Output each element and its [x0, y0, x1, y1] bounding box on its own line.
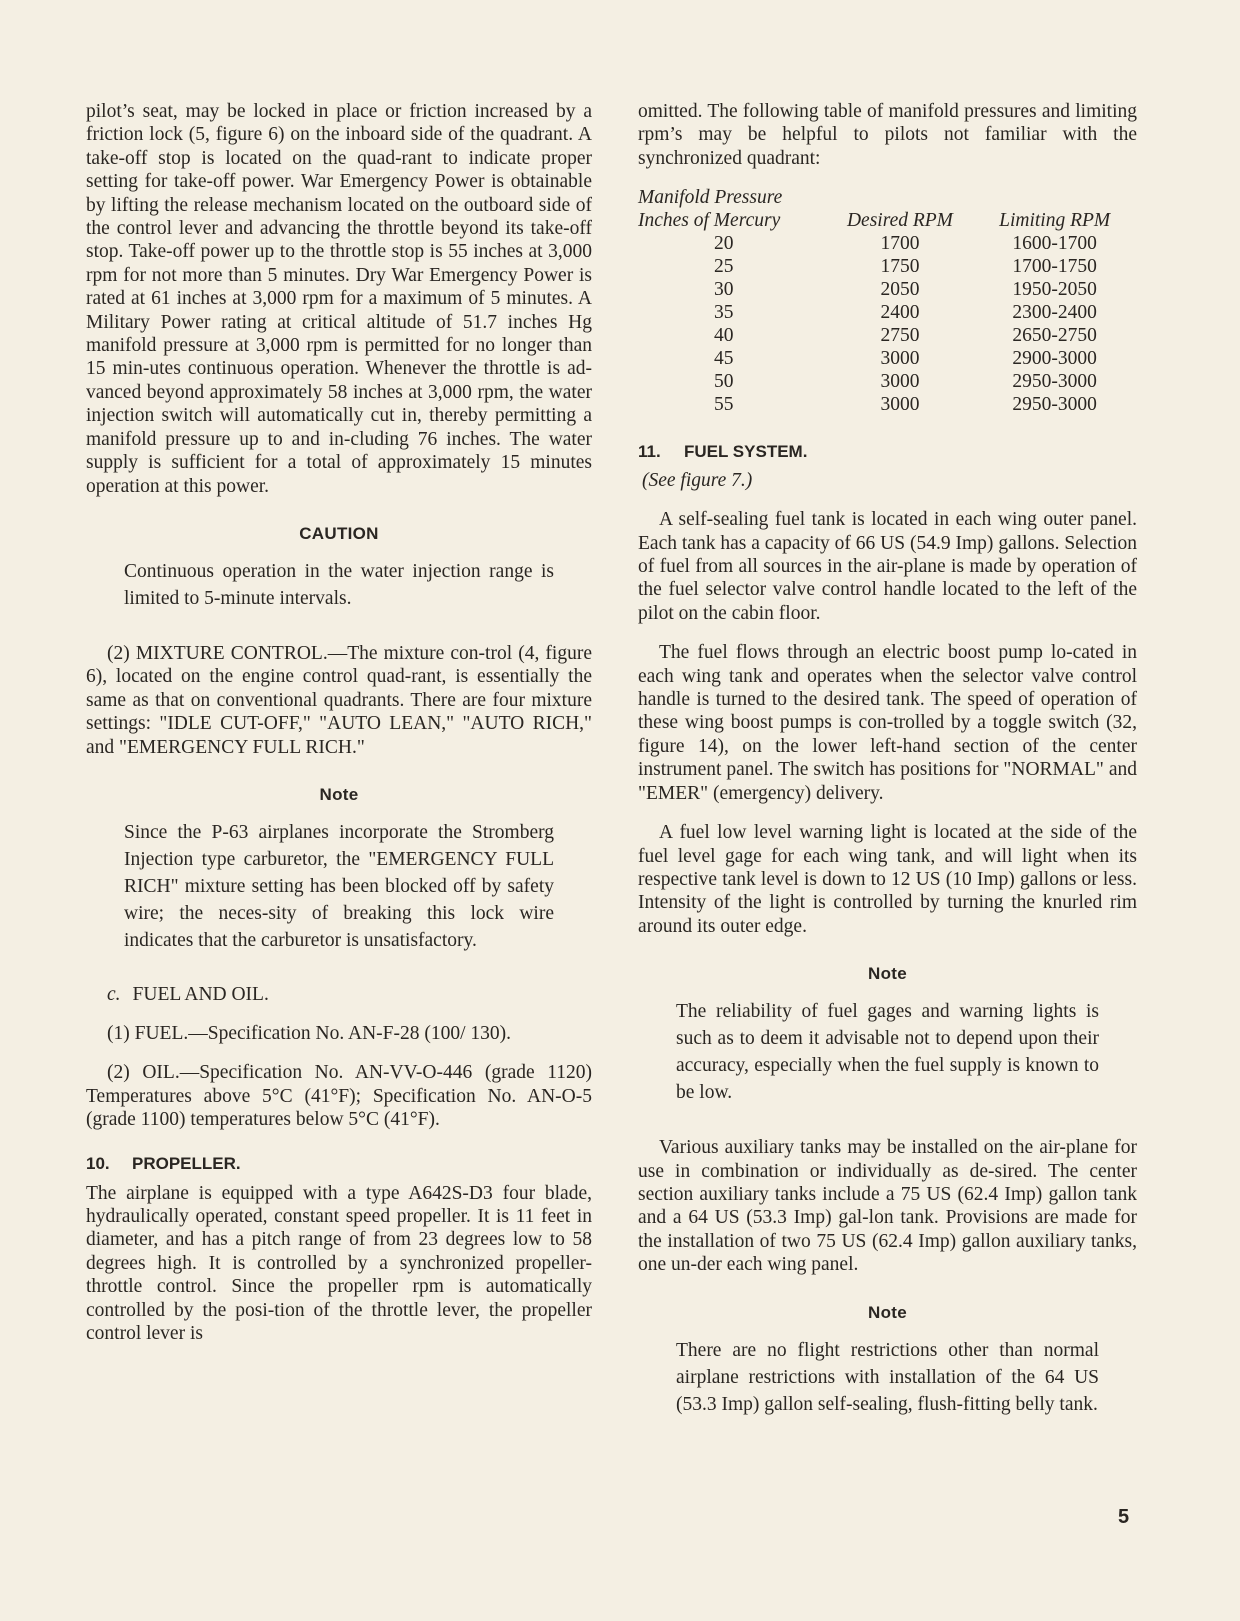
table-cell: 20: [714, 233, 734, 255]
note-text: The reliability of fuel gages and warning lights is such as to deem it advisable not to depend upon their accuracy, especially when the fuel supply is known to be low.: [676, 1001, 1099, 1104]
page-number: 5: [1118, 1506, 1130, 1528]
table-header-manifold-line2: Inches of Mercury: [638, 210, 781, 232]
subsection-letter: c.: [107, 983, 121, 1005]
paragraph-auxiliary-tanks: Various auxiliary tanks may be installed on the air-plane for use in combination or individually as de-sired. The center section auxiliary tanks include a 75 US (62.4 Imp) gallon tank and a 64 US (53.3 Imp) gal-lon tank. Provisions are made for the installation of two 75 US (62.4 Imp) gallon auxiliary tanks, one un-der each wing panel.: [638, 1137, 1137, 1276]
paragraph-table-intro: omitted. The following table of manifold pressures and limiting rpm’s may be helpful to pilots not familiar with the synchronized quadrant:: [638, 101, 1137, 169]
table-cell: 2650-2750: [1012, 325, 1097, 347]
table-cell: 2950-3000: [1012, 394, 1097, 416]
paragraph-throttle: pilot’s seat, may be locked in place or friction increased by a friction lock (5, figure 6) on the inboard side of the quadrant. A take-off stop is located on the quad-rant to indicate proper setting for take-off power. War Emergency Power is obtainable by lifting the release mechanism located on the outboard side of the control lever and advancing the throttle beyond its take-off stop. Take-off power up to the throttle stop is 55 inches at 3,000 rpm for not more than 5 minutes. Dry War Emergency Power is rated at 61 inches at 3,000 rpm for a maximum of 5 minutes. A Military Power rating at critical altitude of 51.7 inches Hg manifold pressure at 3,000 rpm is permitted for no longer than 15 min-utes continuous operation. Whenever the throttle is ad-vanced beyond approximately 58 inches at 3,000 rpm, the water injection switch will automatically cut in, thereby permitting a manifold pressure up to and in-cluding 76 inches. The water supply is sufficient for a total of approximately 15 minutes operation at this power.: [86, 101, 592, 497]
section-number: 11.: [638, 442, 661, 462]
table-cell: 3000: [880, 394, 920, 416]
table-cell: 1600-1700: [1012, 233, 1097, 255]
table-cell: 1950-2050: [1012, 279, 1097, 301]
table-cell: 25: [714, 256, 734, 278]
table-row: [638, 278, 1137, 301]
table-row: [638, 232, 1137, 255]
note-text: There are no flight restrictions other than normal airplane restrictions with installation of the 64 US (53.3 Imp) gallon self-sealing, flush-fitting belly tank.: [676, 1339, 1099, 1415]
paragraph-fuel-tank: A self-sealing fuel tank is located in each wing outer panel. Each tank has a capacity of 66 US (54.9 Imp) gallons. Selection of fuel from all sources in the air-plane is made by operation of the fuel selector valve control handle located to the left of the pilot on the cabin floor.: [638, 509, 1137, 624]
section-number: 10.: [86, 1153, 110, 1173]
note-heading: Note: [868, 1302, 907, 1322]
right-column: [638, 100, 1137, 1448]
note-heading: Note: [319, 784, 359, 804]
table-cell: 2050: [880, 279, 920, 301]
table-row: [638, 324, 1137, 347]
table-row: [638, 255, 1137, 278]
caution-box: [124, 558, 554, 612]
table-row: [638, 301, 1137, 324]
section-title: FUEL SYSTEM.: [684, 442, 808, 462]
section-heading-propeller: [86, 1154, 592, 1174]
table-header-manifold-line1: Manifold Pressure: [638, 187, 783, 209]
note-heading: Note: [868, 964, 907, 984]
note-text: Since the P-63 airplanes incorporate the Stromberg Injection type carburetor, the "EMERGENCY FULL RICH" mixture setting has been blocked off by safety wire; the neces-sity of breaking this lock wire indicates that the carburetor is unsatisfactory.: [124, 821, 554, 951]
caution-heading: CAUTION: [299, 523, 379, 543]
subsection-title: FUEL AND OIL.: [132, 983, 269, 1005]
note-box: [676, 1337, 1099, 1418]
paragraph-fuel-spec: (1) FUEL.—Specification No. AN-F-28 (100/ 130).: [107, 1022, 512, 1044]
subsection-fuel-and-oil: [107, 984, 592, 1006]
table-cell: 35: [714, 302, 734, 324]
paragraph-boost-pump: The fuel flows through an electric boost pump lo-cated in each wing tank and operates when the selector valve control handle is turned to the desired tank. The speed of operation of these wing boost pumps is con-trolled by a toggle switch (32, figure 14), on the lower left-hand section of the center instrument panel. The switch has positions for "NORMAL" and "EMER" (emergency) delivery.: [638, 642, 1137, 804]
table-row: [638, 393, 1137, 416]
table-header-row: [638, 186, 1137, 232]
table-cell: 1700: [880, 233, 920, 255]
table-row: [638, 347, 1137, 370]
paragraph-propeller: The airplane is equipped with a type A642S-D3 four blade, hydraulically operated, constant speed propeller. It is 11 feet in diameter, and has a pitch range of from 23 degrees low to 58 degrees high. It is controlled by a synchronized propeller-throttle control. Since the propeller rpm is automatically controlled by the posi-tion of the throttle lever, the propeller control lever is: [86, 1182, 592, 1344]
table-cell: 50: [714, 371, 734, 393]
table-cell: 1700-1750: [1012, 256, 1097, 278]
table-header-limiting-rpm: Limiting RPM: [999, 210, 1111, 232]
table-header-desired-rpm: Desired RPM: [846, 210, 953, 232]
table-cell: 2900-3000: [1012, 348, 1097, 370]
paragraph-warning-light: A fuel low level warning light is located at the side of the fuel level gage for each wing tank, and will light when its respective tank level is down to 12 US (10 Imp) gallons or less. Intensity of the light is controlled by turning the knurled rim around its outer edge.: [638, 822, 1137, 937]
table-row: [638, 370, 1137, 393]
table-cell: 1750: [880, 256, 920, 278]
paragraph-mixture-control: (2) MIXTURE CONTROL.—The mixture con-trol (4, figure 6), located on the engine control quad-rant, is essentially the same as that on conventional quadrants. There are four mixture settings: "IDLE CUT-OFF," "AUTO LEAN," "AUTO RICH," and "EMERGENCY FULL RICH.": [86, 642, 592, 758]
table-cell: 2400: [880, 302, 920, 324]
note-box: [124, 819, 554, 954]
caution-text: Continuous operation in the water injection range is limited to 5-minute intervals.: [124, 560, 554, 609]
table-header-manifold: [638, 186, 828, 232]
table-cell: 2950-3000: [1012, 371, 1097, 393]
table-cell: 3000: [880, 371, 920, 393]
figure-reference: (See figure 7.): [642, 470, 753, 492]
paragraph-oil-spec: (2) OIL.—Specification No. AN-VV-O-446 (grade 1120) Temperatures above 5°C (41°F); Specification No. AN-O-5 (grade 1100) temperatures below 5°C (41°F).: [86, 1062, 592, 1131]
table-cell: 55: [714, 394, 734, 416]
note-box: [676, 998, 1099, 1106]
table-cell: 3000: [880, 348, 920, 370]
table-cell: 2300-2400: [1012, 302, 1097, 324]
table-cell: 30: [714, 279, 734, 301]
table-cell: 45: [714, 348, 734, 370]
section-heading-fuel-system: [638, 442, 1137, 462]
left-column: [86, 100, 592, 1361]
manifold-pressure-table: [638, 186, 1137, 416]
table-cell: 40: [714, 325, 734, 347]
table-cell: 2750: [880, 325, 920, 347]
section-title: PROPELLER.: [132, 1153, 241, 1173]
